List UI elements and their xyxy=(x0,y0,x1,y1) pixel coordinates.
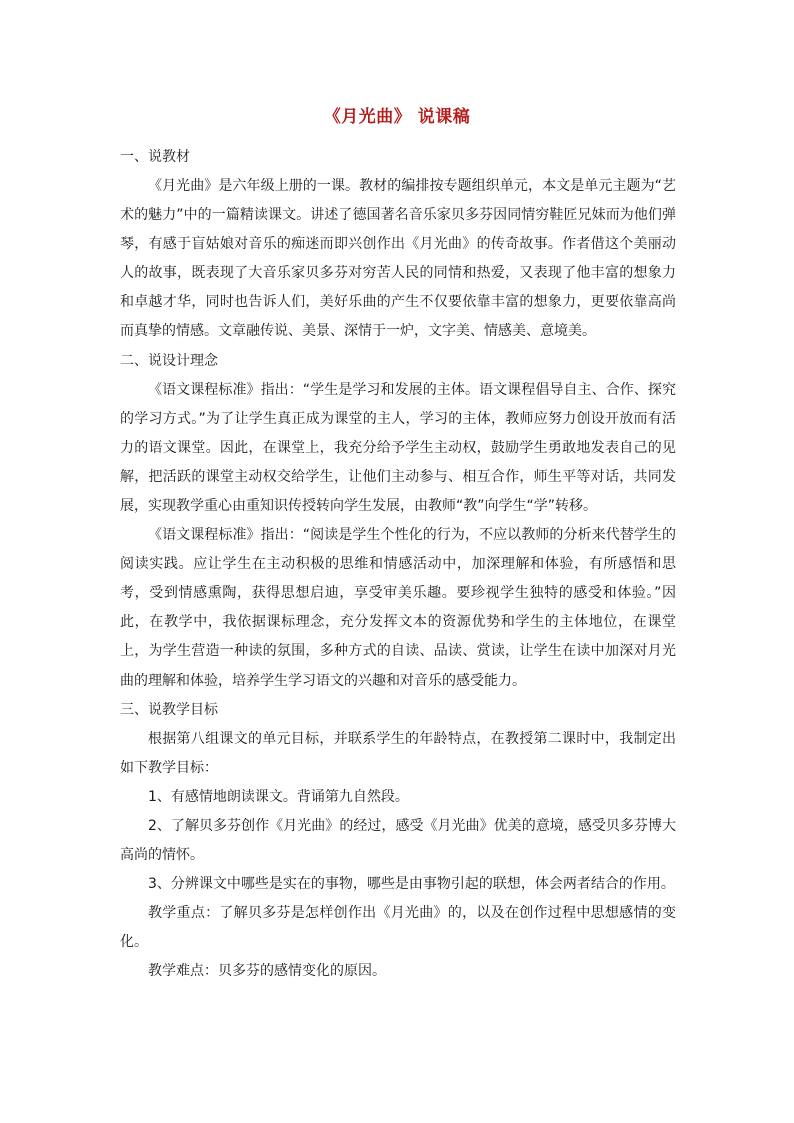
section-heading: 二、说设计理念 xyxy=(120,352,218,369)
section-teaching-goals xyxy=(120,696,676,987)
goal-item: 1、有感情地朗读课文。背诵第九自然段。 xyxy=(148,788,409,805)
goal-item: 2、了解贝多芬创作《月光曲》的经过，感受《月光曲》优美的意境，感受贝多芬博大高尚的情怀。 xyxy=(120,817,676,863)
section-heading: 一、说教材 xyxy=(120,149,190,165)
document-title: 《月光曲》 说课稿 xyxy=(323,107,471,127)
paragraph: 根据第八组课文的单元目标，并联系学生的年龄特点，在教授第二课时中，我制定出如下教学目标： xyxy=(120,730,676,776)
document-body xyxy=(120,143,676,986)
teaching-difficulty: 教学难点：贝多芬的感情变化的原因。 xyxy=(148,963,386,980)
section-teaching-material xyxy=(120,143,676,347)
paragraph: 《月光曲》是六年级上册的一课。教材的编排按专题组织单元，本文是单元主题为“艺术的魅力”中的一篇精读课文。讲述了德国著名音乐家贝多芬因同情穷鞋匠兄妹而为他们弹琴，有感于盲姑娘对音乐的痴迷而即兴创作出《月光曲》的传奇故事。作者借这个美丽动人的故事，既表现了大音乐家贝多芬对穷苦人民的同情和热爱，又表现了他丰富的想象力和卓越才华，同时也告诉人们，美好乐曲的产生不仅要依靠丰富的想象力，更要依靠高尚而真挚的情感。文章融传说、美景、深情于一炉，文字美、情感美、意境美。 xyxy=(120,178,676,340)
section-design-concept xyxy=(120,347,676,696)
section-heading: 三、说教学目标 xyxy=(120,701,218,718)
paragraph: 《语文课程标准》指出：“阅读是学生个性化的行为，不应以教师的分析来代替学生的阅读实践。应让学生在主动积极的思维和情感活动中，加深理解和体验，有所感悟和思考，受到情感熏陶，获得思想启迪，享受审美乐趣。要珍视学生独特的感受和体验。”因此，在教学中，我依据课标理念，充分发挥文本的资源优势和学生的主体地位，在课堂上，为学生营造一种读的氛围，多种方式的自读、品读、赏读，让学生在读中加深对月光曲的理解和体验，培养学生学习语文的兴趣和对音乐的感受能力。 xyxy=(120,527,676,689)
teaching-focus: 教学重点：了解贝多芬是怎样创作出《月光曲》的，以及在创作过程中思想感情的变化。 xyxy=(120,905,676,951)
goal-item: 3、分辨课文中哪些是实在的事物，哪些是由事物引起的联想，体会两者结合的作用。 xyxy=(148,876,675,893)
paragraph: 《语文课程标准》指出：“学生是学习和发展的主体。语文课程倡导自主、合作、探究的学习方式。”为了让学生真正成为课堂的主人，学习的主体，教师应努力创设开放而有活力的语文课堂。因此，在课堂上，我充分给予学生主动权，鼓励学生勇敢地发表自己的见解，把活跃的课堂主动权交给学生，让他们主动参与、相互合作，师生平等对话，共同发展，实现教学重心由重知识传授转向学生发展，由教师“教”向学生“学”转移。 xyxy=(120,381,676,514)
